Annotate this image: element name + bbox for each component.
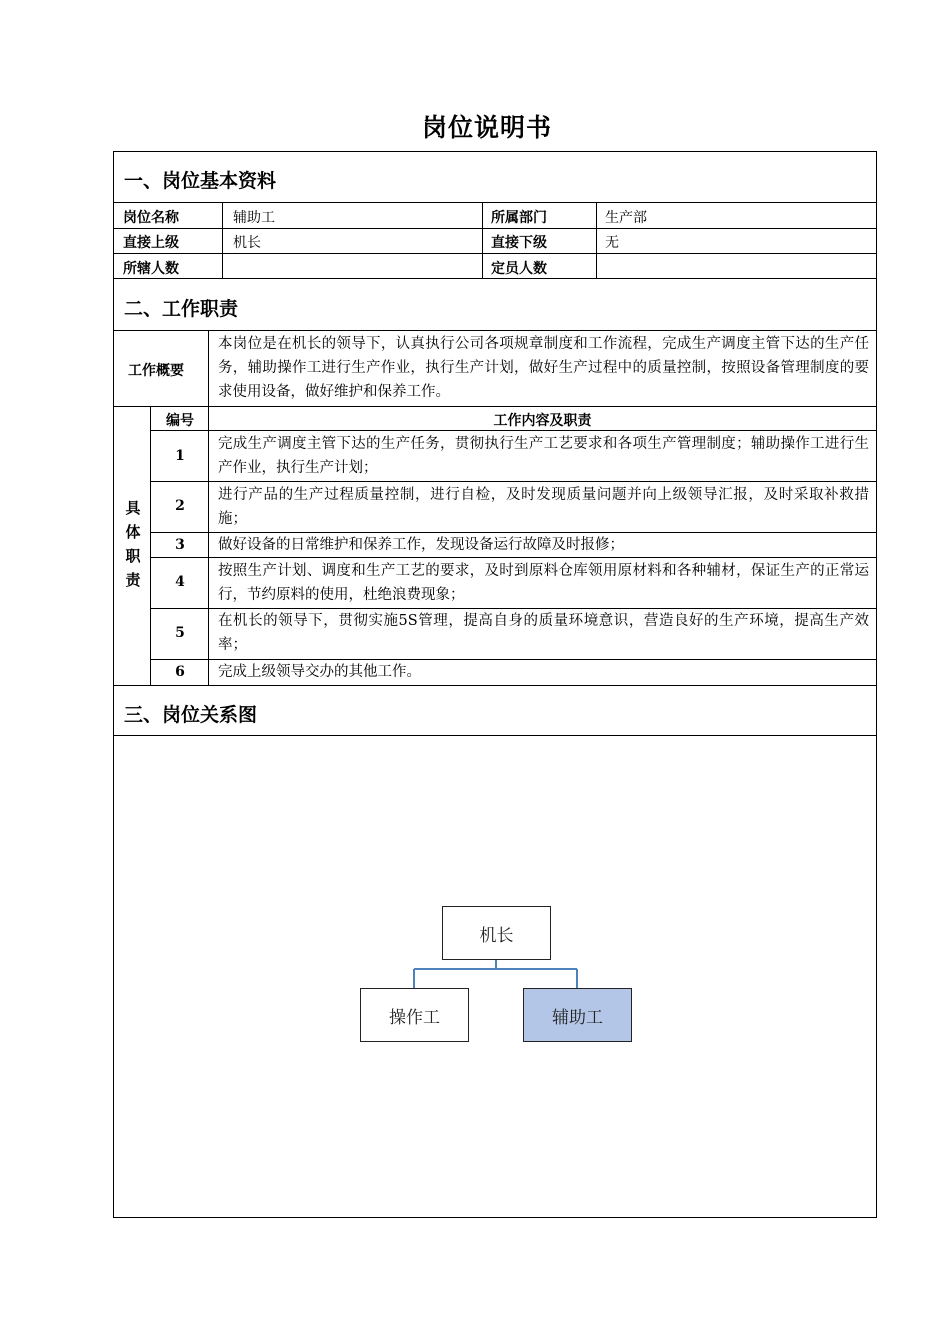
duty-number: 1 — [175, 448, 185, 464]
department-label: 所属部门 — [491, 210, 547, 226]
divider — [114, 330, 876, 331]
duty-number: 4 — [175, 574, 185, 590]
specific-duties-label: 具 体 职 责 — [125, 499, 141, 589]
duty-number: 2 — [175, 498, 185, 514]
duty-text: 做好设备的日常维护和保养工作，发现设备运行故障及时报修； — [218, 537, 624, 553]
divider — [596, 202, 597, 278]
divider — [114, 253, 876, 254]
superior-label: 直接上级 — [123, 235, 179, 251]
summary-text: 本岗位是在机长的领导下，认真执行公司各项规章制度和工作流程，完成生产调度主管下达的生产任务，辅助操作工进行生产作业，执行生产计划，做好生产过程中的质量控制，按照设备管理制度的要求使用设备，做好维护和保养工作。 — [218, 336, 869, 400]
job-description-table — [113, 151, 877, 1218]
divider — [114, 202, 876, 203]
column-header-number: 编号 — [166, 413, 194, 429]
divider — [208, 330, 209, 406]
column-header-content: 工作内容及职责 — [493, 413, 592, 429]
org-node-assistant: 辅助工 — [523, 988, 632, 1042]
document-title: 岗位说明书 — [421, 113, 552, 142]
duty-text: 在机长的领导下，贯彻实施5S管理，提高自身的质量环境意识，营造良好的生产环境，提高生产效率； — [218, 613, 869, 653]
section-duties-heading: 二、工作职责 — [124, 298, 239, 320]
divider — [150, 430, 876, 431]
managed-count-label: 所辖人数 — [123, 261, 179, 277]
org-node-operator: 操作工 — [360, 988, 469, 1042]
subordinate-value: 无 — [605, 235, 619, 251]
duty-text: 进行产品的生产过程质量控制，进行自检，及时发现质量问题并向上级领导汇报，及时采取补救措施； — [218, 487, 869, 527]
duty-number: 3 — [175, 537, 185, 553]
duty-number: 5 — [175, 625, 185, 641]
department-value: 生产部 — [605, 210, 647, 226]
divider — [114, 735, 876, 736]
divider — [222, 202, 223, 278]
section-basic-heading: 一、岗位基本资料 — [124, 170, 277, 192]
divider — [114, 406, 876, 407]
position-name-value: 辅助工 — [233, 210, 275, 226]
divider — [114, 278, 876, 279]
position-name-label: 岗位名称 — [123, 210, 179, 226]
duty-text: 完成生产调度主管下达的生产任务，贯彻执行生产工艺要求和各项生产管理制度；辅助操作工进行生产作业，执行生产计划； — [218, 436, 869, 476]
divider — [114, 685, 876, 686]
superior-value: 机长 — [233, 235, 261, 251]
divider — [114, 228, 876, 229]
subordinate-label: 直接下级 — [491, 235, 547, 251]
org-node-supervisor: 机长 — [442, 906, 551, 960]
duty-text: 按照生产计划、调度和生产工艺的要求，及时到原料仓库领用原材料和各种辅材，保证生产的正常运行，节约原料的使用，杜绝浪费现象； — [218, 563, 869, 603]
summary-label: 工作概要 — [128, 363, 184, 379]
duty-number: 6 — [175, 664, 185, 680]
divider — [150, 557, 876, 558]
quota-label: 定员人数 — [491, 261, 547, 277]
divider — [150, 481, 876, 482]
divider — [482, 202, 483, 278]
section-relation-heading: 三、岗位关系图 — [124, 704, 258, 726]
duty-text: 完成上级领导交办的其他工作。 — [218, 664, 421, 680]
